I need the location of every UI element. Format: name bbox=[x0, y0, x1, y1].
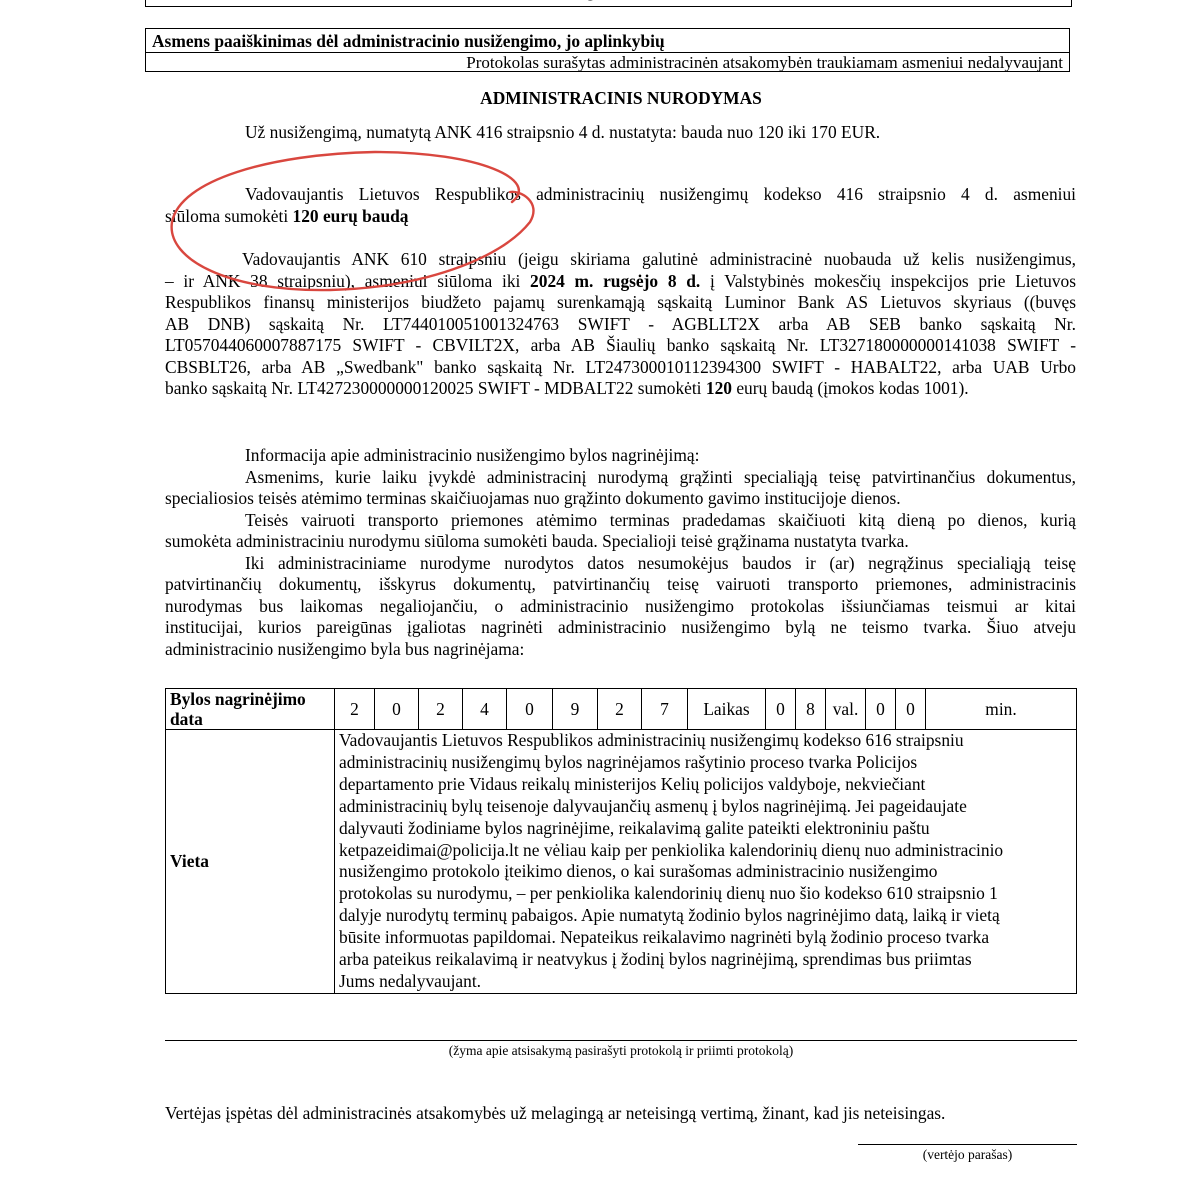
info-p1-line-2: specialiosios teisės atėmimo terminas skaičiuojamas nuo grąžinto dokumento gavimo institucijoje dienos. bbox=[165, 488, 901, 508]
explanation-header-box bbox=[145, 28, 1070, 72]
info-p1-line-1: Asmenims, kurie laiku įvykdė administracinį nurodymą grąžinti specialiąją teisę patvirtinančius dokumentus, bbox=[245, 466, 1076, 487]
info-p3-line-1: Iki administraciniame nurodyme nurodytos datos nesumokėjus baudos ir (ar) negrąžinus specialiąją teisę bbox=[245, 552, 1076, 573]
venue-line: dalyje nurodytų terminų pabaigos. Apie numatytą žodinio bylos nagrinėjimo datą, laiką ir vietą bbox=[339, 905, 1000, 926]
red-annotation-circle bbox=[160, 140, 550, 300]
hour-digit: 8 bbox=[796, 689, 826, 730]
venue-text bbox=[335, 730, 1077, 994]
header-subtitle: Protokolas surašytas administracinėn atsakomybėn traukiamam asmeniui nedalyvaujant bbox=[466, 53, 1063, 72]
date-digit: 7 bbox=[642, 689, 688, 730]
schedule-venue-row bbox=[166, 730, 1077, 994]
date-digit: 2 bbox=[598, 689, 642, 730]
top-clipped-box bbox=[145, 0, 1072, 7]
case-info-heading: Informacija apie administracinio nusižengimo bylos nagrinėjimą: bbox=[245, 445, 700, 465]
time-label: Laikas bbox=[688, 689, 766, 730]
hour-digit: 0 bbox=[766, 689, 796, 730]
case-info-section bbox=[165, 445, 1076, 660]
minute-digit: 0 bbox=[896, 689, 926, 730]
info-p2-line-2: sumokėta administraciniu nurodymu siūloma sumokėti bauda. Specialioji teisė grąžinama nustatyta tvarka. bbox=[165, 531, 909, 551]
payment-line-1: Vadovaujantis ANK 610 straipsniu (jeigu skiriama galutinė administracinė nuobauda už kelis nusižengimus, bbox=[242, 249, 1076, 269]
payment-line-2: – ir ANK 38 straipsniu), asmeniui siūloma iki 2024 m. rugsėjo 8 d. į Valstybinės mokesčių inspekcijos prie Lietuvos bbox=[165, 270, 1076, 291]
hour-unit: val. bbox=[826, 689, 866, 730]
date-digit: 0 bbox=[507, 689, 553, 730]
date-digit: 9 bbox=[553, 689, 598, 730]
translator-signature-caption: (vertėjo parašas) bbox=[922, 1147, 1013, 1162]
schedule-date-row bbox=[166, 689, 1077, 730]
venue-line: Vadovaujantis Lietuvos Respublikos administracinių nusižengimų kodekso 616 straipsniu bbox=[339, 730, 964, 750]
venue-line: dalyvauti žodiniame bylos nagrinėjime, reikalavimą galite pateikti elektroniniu paštu bbox=[339, 817, 930, 838]
venue-line: arba pateikus reikalavimą ir neatvykus į žodinį bylos nagrinėjimą, sprendimas bus priimtas bbox=[339, 949, 972, 970]
fine-offer-line-1: Vadovaujantis Lietuvos Respublikos administracinių nusižengimų kodekso 416 straipsnio 4 d. asmeniui bbox=[245, 184, 1076, 204]
minute-digit: 0 bbox=[866, 689, 896, 730]
minute-unit: min. bbox=[926, 689, 1077, 730]
venue-line: administracinių bylų teisenoje dalyvaujančių asmenų į bylos nagrinėjimą. Jei pageidaujate bbox=[339, 795, 967, 816]
date-digit: 0 bbox=[375, 689, 419, 730]
venue-line-email: ketpazeidimai@policija.lt ne vėliau kaip per penkiolika kalendorinių dienų nuo administracinio bbox=[339, 839, 1004, 860]
payment-line-4: AB DNB) sąskaitą Nr. LT744010051001324763 SWIFT - AGBLLT2X arba AB SEB banko sąskaitą Nr. bbox=[165, 313, 1076, 334]
refusal-caption: (žyma apie atsisakymą pasirašyti protokolą ir priimti protokolą) bbox=[448, 1043, 794, 1058]
device-info-text bbox=[514, 0, 1061, 2]
payment-line-6: CBSBLT26, arba AB „Swedbank" banko sąskaitą Nr. LT247300010112394300 SWIFT - HABALT22, arba UAB Urbo bbox=[165, 356, 1076, 377]
venue-line: protokolas su nurodymu, – per penkiolika kalendorinių dienų nuo šio kodekso 610 straipsnio 1 bbox=[339, 883, 998, 904]
fine-amount: 120 eurų baudą bbox=[292, 205, 409, 226]
translator-signature-line bbox=[858, 1144, 1077, 1145]
info-p3-line-2: patvirtinančių dokumentų, išskyrus dokumentų, patvirtinančių teisę vairuoti transporto priemones, administracinis bbox=[165, 574, 1076, 594]
payment-line-5: LT057044060007887175 SWIFT - CBVILT2X, arba AB Šiaulių banko sąskaitą Nr. LT327180000000141038 SWIFT - bbox=[165, 335, 1076, 355]
payment-amount: 120 bbox=[705, 378, 732, 398]
venue-line: nusižengimo protokolo įteikimo dienos, o kai surašomas administracinio nusižengimo bbox=[339, 861, 938, 882]
info-p2-line-1: Teisės vairuoti transporto priemones atėmimo terminas pradedamas skaičiuoti kitą dieną po dienos, kurią bbox=[245, 509, 1076, 530]
venue-line: administracinių nusižengimų bylos nagrinėjamos rašytinio proceso tvarka Policijos bbox=[339, 751, 918, 772]
info-p3-line-5: administracinio nusižengimo byla bus nagrinėjama: bbox=[165, 638, 525, 659]
date-label: Bylos nagrinėjimo data bbox=[166, 689, 335, 730]
venue-line: Jums nedalyvaujant. bbox=[339, 970, 481, 991]
date-digit: 4 bbox=[463, 689, 507, 730]
fine-offer-line-2: siūloma sumokėti 120 eurų baudą bbox=[165, 205, 409, 226]
info-p3-line-3: nurodymas bus laikomas negaliojančiu, o administracinio nusižengimo protokolas išsiunčiamas teismui ar kitai bbox=[165, 595, 1076, 616]
header-title: Asmens paaiškinimas dėl administracinio nusižengimo, jo aplinkybių bbox=[152, 31, 665, 51]
info-p3-line-4: institucijai, kurios pareigūnas įgaliotas nagrinėti administracinio nusižengimo bylą ne teismo tvarka. Šiuo atveju bbox=[165, 617, 1076, 637]
date-digit: 2 bbox=[335, 689, 375, 730]
refusal-signature-line bbox=[165, 1040, 1077, 1041]
red-annotation-stroke bbox=[172, 152, 534, 290]
venue-line: departamento prie Vidaus reikalų ministerijos Kelių policijos valdyboje, nekviečiant bbox=[339, 773, 926, 794]
case-schedule-table bbox=[165, 688, 1077, 994]
venue-label: Vieta bbox=[166, 730, 335, 994]
date-digit: 2 bbox=[419, 689, 463, 730]
translator-warning: Vertėjas įspėtas dėl administracinės atsakomybės už melagingą ar neteisingą vertimą, žinant, kad jis neteisingas. bbox=[165, 1103, 946, 1123]
section-title: ADMINISTRACINIS NURODYMAS bbox=[480, 88, 762, 108]
venue-line: būsite informuotas papildomai. Nepateikus reikalavimo nagrinėti bylą žodinio proceso tvarka bbox=[339, 927, 990, 948]
fine-range-line: Už nusižengimą, numatytą ANK 416 straipsnio 4 d. nustatyta: bauda nuo 120 iki 170 EUR. bbox=[245, 122, 881, 142]
payment-line-7: banko sąskaitą Nr. LT427230000000120025 SWIFT - MDBALT22 sumokėti 120 eurų baudą (įmokos kodas 1001). bbox=[165, 378, 969, 398]
payment-deadline: 2024 m. rugsėjo 8 d. bbox=[530, 270, 701, 291]
payment-line-3: Respublikos finansų ministerijos biudžeto pajamų surenkamąją sąskaitą Luminor Bank AS Lietuvos skyriaus ((buvęs bbox=[165, 292, 1076, 312]
